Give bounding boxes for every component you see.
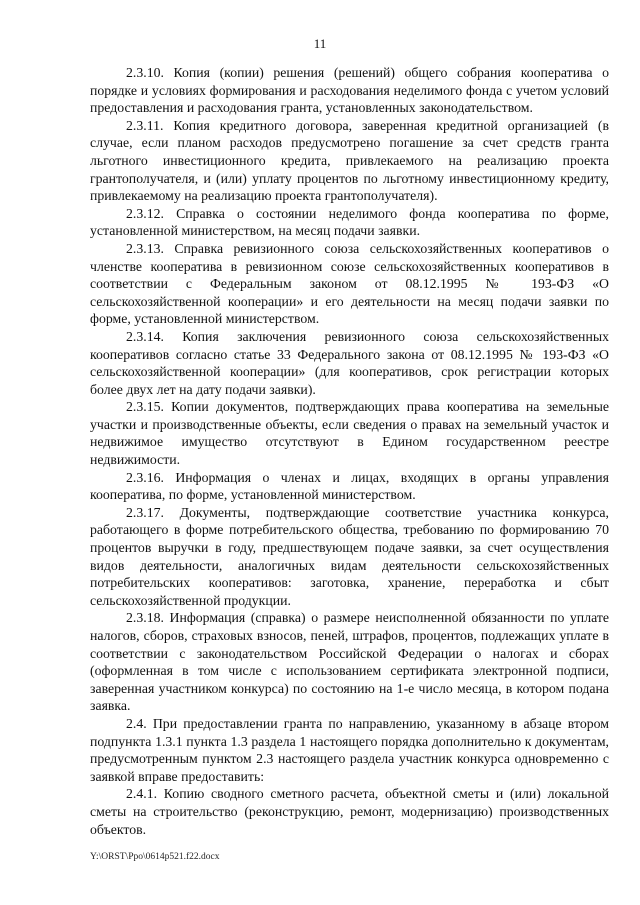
paragraph-2-3-12: 2.3.12. Справка о состоянии неделимого фонда кооператива по форме, установленной министерством, на месяц подачи заявки.: [90, 205, 609, 239]
paragraph-2-3-14: 2.3.14. Копия заключения ревизионного союза сельскохозяйственных кооперативов согласно статье 33 Федерального закона от 08.12.1995 № 193-ФЗ «О сельскохозяйственной кооперации» (для кооперативов, срок регистрации которых более двух лет на дату подачи заявки).: [90, 328, 609, 397]
paragraph-2-3-17: 2.3.17. Документы, подтверждающие соответствие участника конкурса, работающего в форме потребительского общества, требованию по формированию 70 процентов выручки в году, предшествующем подаче заявки, за счет осуществления видов деятельности, аналогичных видам деятельности сельскохозяйственных потребительских кооперативов: заготовка, хранение, переработка и сбыт сельскохозяйственной продукции.: [90, 504, 609, 608]
paragraph-2-4: 2.4. При предоставлении гранта по направлению, указанному в абзаце втором подпункта 1.3.1 пункта 1.3 раздела 1 настоящего порядка дополнительно к документам, предусмотренным пунктом 2.3 настоящего раздела участник конкурса одновременно с заявкой вправе предоставить:: [90, 715, 609, 784]
page-number: 11: [313, 36, 327, 51]
footer-file-path: Y:\ORST\Ppo\0614p521.f22.docx: [90, 852, 220, 862]
paragraph-2-3-16: 2.3.16. Информация о членах и лицах, входящих в органы управления кооператива, по форме, установленной министерством.: [90, 469, 609, 503]
paragraph-2-3-11: 2.3.11. Копия кредитного договора, заверенная кредитной организацией (в случае, если планом расходов предусмотрено погашение за счет средств гранта льготного инвестиционного кредита, привлекаемого на реализацию проекта грантополучателя, и (или) уплату процентов по льготному инвестиционному кредиту, привлекаемому на реализацию проекта грантополучателя).: [90, 117, 609, 204]
paragraph-2-3-18: 2.3.18. Информация (справка) о размере неисполненной обязанности по уплате налогов, сборов, страховых взносов, пеней, штрафов, процентов, подлежащих уплате в соответствии с законодательством Российской Федерации о налогах и сборах (оформленная в том числе с использованием сертификата электронной подписи, заверенная участником конкурса) по состоянию на 1-е число месяца, в котором подана заявка.: [90, 610, 609, 714]
document-body: [90, 64, 609, 838]
paragraph-2-3-10: 2.3.10. Копия (копии) решения (решений) общего собрания кооператива о порядке и условиях формирования и расходования неделимого фонда с учетом условий предоставления и расходования гранта, установленных законодательством.: [90, 65, 609, 116]
paragraph-2-3-15: 2.3.15. Копии документов, подтверждающих права кооператива на земельные участки и производственные объекты, если сведения о правах на земельный участок и недвижимое имущество отсутствуют в Едином государственном реестре недвижимости.: [90, 399, 609, 468]
paragraph-2-3-13: 2.3.13. Справка ревизионного союза сельскохозяйственных кооперативов о членстве кооператива в ревизионном союзе сельскохозяйственных кооперативов в соответствии с Федеральным законом от 08.12.1995 № 193-ФЗ «О сельскохозяйственной кооперации» и его деятельности на месяц подачи заявки по форме, установленной министерством.: [90, 240, 609, 327]
paragraph-2-4-1: 2.4.1. Копию сводного сметного расчета, объектной сметы и (или) локальной сметы на строительство (реконструкцию, ремонт, модернизацию) производственных объектов.: [90, 786, 609, 837]
